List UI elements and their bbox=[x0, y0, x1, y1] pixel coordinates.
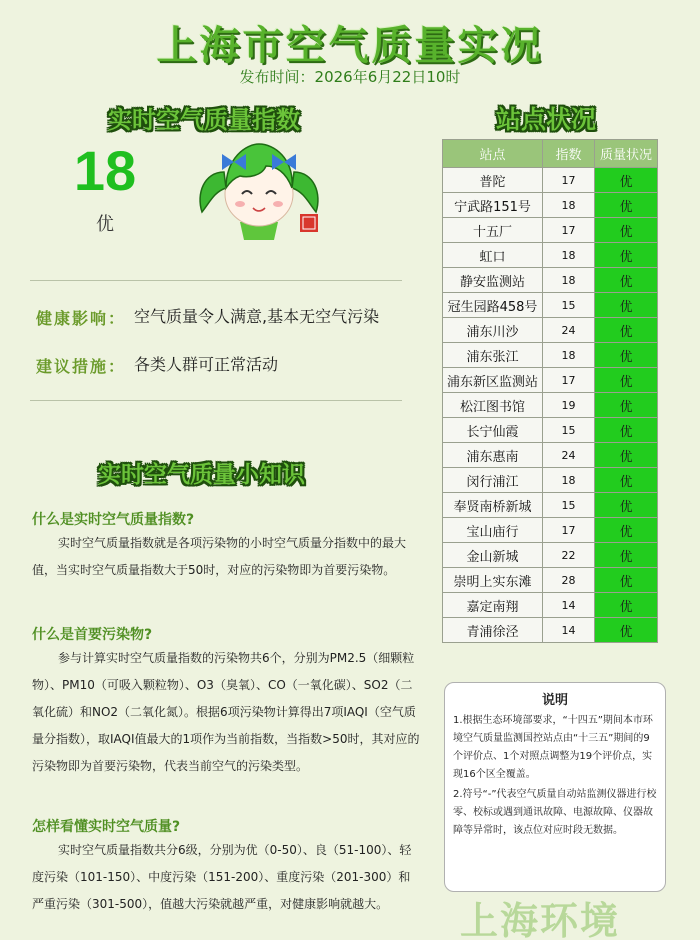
station-name: 嘉定南翔 bbox=[443, 593, 543, 618]
station-quality: 优 bbox=[595, 543, 658, 568]
station-index: 14 bbox=[543, 593, 595, 618]
station-quality: 优 bbox=[595, 518, 658, 543]
station-index: 18 bbox=[543, 468, 595, 493]
page-title: 上海市空气质量实况 bbox=[156, 23, 544, 69]
station-quality: 优 bbox=[595, 218, 658, 243]
station-index: 15 bbox=[543, 293, 595, 318]
answer-read-aqi: 实时空气质量指数共分6级，分别为优（0-50）、良（51-100）、轻度污染（101-150）、中度污染（151-200）、重度污染（201-300）和严重污染（301-500），值越大污染就越严重，对健康影响就越大。 bbox=[32, 843, 412, 911]
station-name: 冠生园路458号 bbox=[443, 293, 543, 318]
column-header-quality: 质量状况 bbox=[595, 140, 658, 168]
station-index: 14 bbox=[543, 618, 595, 643]
mascot-girl-icon bbox=[196, 132, 322, 240]
table-row bbox=[443, 293, 658, 318]
station-quality: 优 bbox=[595, 568, 658, 593]
note-item: 2.符号“-”代表空气质量自动站监测仪器进行校零、校标或遇到通讯故障、电源故障、仪器故障等异常时，该点位对应时段无数据。 bbox=[453, 789, 657, 836]
station-index: 17 bbox=[543, 168, 595, 193]
station-index: 18 bbox=[543, 243, 595, 268]
table-row bbox=[443, 618, 658, 643]
table-row bbox=[443, 568, 658, 593]
aqi-heading: 实时空气质量指数 bbox=[108, 106, 300, 134]
table-row bbox=[443, 493, 658, 518]
station-index: 15 bbox=[543, 418, 595, 443]
station-name: 静安监测站 bbox=[443, 268, 543, 293]
answer-primary-pollutant: 参与计算实时空气质量指数的污染物共6个，分别为PM2.5（细颗粒物）、PM10（可吸入颗粒物）、O3（臭氧）、CO（一氧化碳）、SO2（二氧化硫）和NO2（二氧化氮）。根据6项污染物计算得出7项IAQI（空气质量分指数），取IAQI值最大的1项作为当前指数，当指数>50时，其对应的污染物即为首要污染物，代表当前空气的污染类型。 bbox=[32, 651, 420, 773]
station-quality: 优 bbox=[595, 493, 658, 518]
station-quality: 优 bbox=[595, 318, 658, 343]
station-name: 崇明上实东滩 bbox=[443, 568, 543, 593]
station-name: 金山新城 bbox=[443, 543, 543, 568]
table-row bbox=[443, 318, 658, 343]
station-name: 十五厂 bbox=[443, 218, 543, 243]
question-aqi: 什么是实时空气质量指数? bbox=[32, 512, 195, 528]
station-quality: 优 bbox=[595, 343, 658, 368]
table-row bbox=[443, 418, 658, 443]
station-name: 宁武路151号 bbox=[443, 193, 543, 218]
station-index: 17 bbox=[543, 218, 595, 243]
station-index: 17 bbox=[543, 368, 595, 393]
table-row bbox=[443, 368, 658, 393]
table-row bbox=[443, 243, 658, 268]
table-row bbox=[443, 593, 658, 618]
advice-label: 建议措施： bbox=[36, 357, 127, 376]
station-name: 普陀 bbox=[443, 168, 543, 193]
station-name: 浦东川沙 bbox=[443, 318, 543, 343]
table-row bbox=[443, 443, 658, 468]
table-row bbox=[443, 543, 658, 568]
station-name: 宝山庙行 bbox=[443, 518, 543, 543]
question-read-aqi: 怎样看懂实时空气质量? bbox=[32, 819, 181, 835]
station-quality: 优 bbox=[595, 618, 658, 643]
station-index: 22 bbox=[543, 543, 595, 568]
station-index: 18 bbox=[543, 343, 595, 368]
station-index: 15 bbox=[543, 493, 595, 518]
station-quality: 优 bbox=[595, 193, 658, 218]
station-name: 松江图书馆 bbox=[443, 393, 543, 418]
station-index: 17 bbox=[543, 518, 595, 543]
health-impact-text: 空气质量令人满意,基本无空气污染 bbox=[134, 307, 380, 326]
station-name: 浦东惠南 bbox=[443, 443, 543, 468]
table-row bbox=[443, 168, 658, 193]
station-index: 18 bbox=[543, 268, 595, 293]
advice-text: 各类人群可正常活动 bbox=[134, 355, 279, 374]
station-heading: 站点状况 bbox=[496, 105, 597, 134]
station-index: 19 bbox=[543, 393, 595, 418]
divider-top bbox=[30, 280, 402, 281]
answer-aqi: 实时空气质量指数就是各项污染物的小时空气质量分指数中的最大值，当实时空气质量指数大于50时，对应的污染物即为首要污染物。 bbox=[32, 536, 407, 577]
health-impact-label: 健康影响： bbox=[36, 309, 127, 328]
station-quality: 优 bbox=[595, 393, 658, 418]
column-header-station: 站点 bbox=[443, 140, 543, 168]
station-name: 浦东张江 bbox=[443, 343, 543, 368]
notes-title: 说明 bbox=[541, 693, 568, 708]
table-row bbox=[443, 268, 658, 293]
station-index: 28 bbox=[543, 568, 595, 593]
station-table-header bbox=[443, 140, 658, 168]
table-row bbox=[443, 518, 658, 543]
station-index: 24 bbox=[543, 318, 595, 343]
station-quality: 优 bbox=[595, 368, 658, 393]
aqi-level: 优 bbox=[96, 214, 114, 235]
station-quality: 优 bbox=[595, 468, 658, 493]
station-name: 青浦徐泾 bbox=[443, 618, 543, 643]
aqi-value: 18 bbox=[73, 139, 137, 202]
station-index: 24 bbox=[543, 443, 595, 468]
watermark-logo: 上海环境 bbox=[460, 898, 621, 940]
knowledge-heading: 实时空气质量小知识 bbox=[98, 462, 305, 488]
station-name: 浦东新区监测站 bbox=[443, 368, 543, 393]
station-quality: 优 bbox=[595, 443, 658, 468]
station-name: 长宁仙霞 bbox=[443, 418, 543, 443]
station-quality: 优 bbox=[595, 168, 658, 193]
column-header-index: 指数 bbox=[543, 140, 595, 168]
station-name: 虹口 bbox=[443, 243, 543, 268]
table-row bbox=[443, 193, 658, 218]
station-quality: 优 bbox=[595, 293, 658, 318]
station-name: 闵行浦江 bbox=[443, 468, 543, 493]
station-quality: 优 bbox=[595, 418, 658, 443]
note-item: 1.根据生态环境部要求，“十四五”期间本市环境空气质量监测国控站点由“十三五”期间的9个评价点、1个对照点调整为19个评价点，实现16个区全覆盖。 bbox=[453, 715, 653, 780]
notes-box bbox=[444, 682, 666, 892]
question-primary-pollutant: 什么是首要污染物? bbox=[32, 627, 153, 643]
publish-time: 发布时间：2026年6月22日10时 bbox=[239, 68, 461, 86]
station-quality: 优 bbox=[595, 268, 658, 293]
station-quality: 优 bbox=[595, 243, 658, 268]
table-row bbox=[443, 468, 658, 493]
station-name: 奉贤南桥新城 bbox=[443, 493, 543, 518]
table-row bbox=[443, 343, 658, 368]
table-row bbox=[443, 218, 658, 243]
station-table bbox=[442, 139, 658, 643]
station-index: 18 bbox=[543, 193, 595, 218]
table-row bbox=[443, 393, 658, 418]
divider-bottom bbox=[30, 400, 402, 401]
station-quality: 优 bbox=[595, 593, 658, 618]
